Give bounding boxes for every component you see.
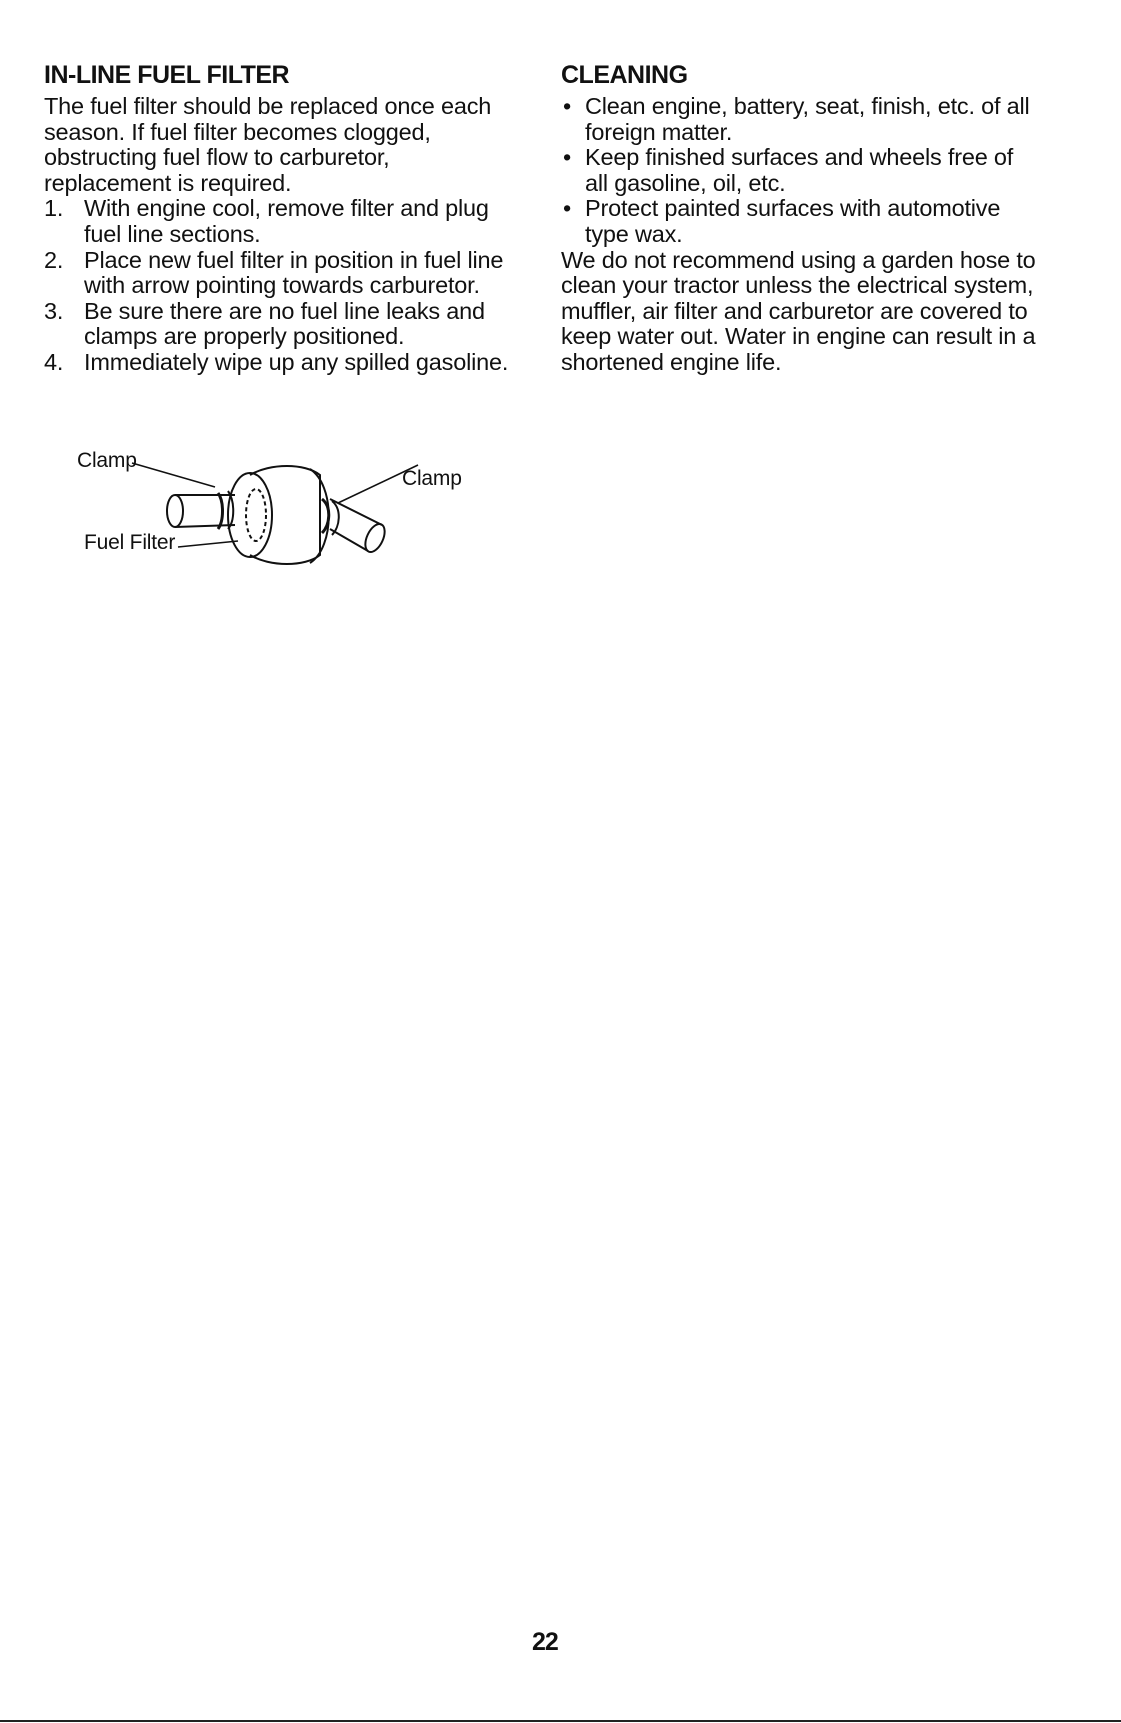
fuel-filter-intro: The fuel filter should be replaced once each season. If fuel filter becomes clogged, obstructing fuel flow to carburetor, replacement is required. [44, 93, 492, 196]
section-heading-fuel-filter: IN-LINE FUEL FILTER [44, 61, 290, 89]
step-number: 3. [44, 297, 64, 324]
in-line-fuel-filter-section [44, 58, 520, 376]
list-item [561, 145, 1041, 196]
fuel-filter-label: Fuel Filter [84, 531, 176, 554]
page-number: 22 [532, 1628, 558, 1656]
fuel-filter-steps [44, 196, 520, 375]
bullet-icon: • [563, 144, 572, 171]
step-item [44, 248, 520, 299]
list-item [561, 196, 1041, 247]
bullet-icon: • [563, 93, 572, 119]
step-number: 1. [44, 195, 64, 222]
clamp-label-right: Clamp [402, 467, 462, 490]
cleaning-section [561, 58, 1041, 376]
section-heading-cleaning: CLEANING [561, 61, 688, 89]
list-item [561, 94, 1041, 145]
step-item [44, 196, 520, 247]
step-text: Immediately wipe up any spilled gasoline. [84, 348, 509, 375]
step-text: With engine cool, remove filter and plug fuel line sections. [84, 195, 489, 247]
step-text: Place new fuel filter in position in fuel line with arrow pointing towards carburetor. [84, 246, 504, 299]
bullet-icon: • [563, 195, 572, 222]
step-item [44, 350, 520, 376]
fuel-filter-diagram [60, 449, 500, 575]
step-text: Be sure there are no fuel line leaks and clamps are properly positioned. [84, 297, 485, 350]
step-number: 2. [44, 246, 64, 273]
page-bottom-rule [0, 1720, 1121, 1722]
bullet-text: Keep finished surfaces and wheels free of all gasoline, oil, etc. [585, 144, 1014, 196]
cleaning-paragraph: We do not recommend using a garden hose to clean your tractor unless the electrical system, muffler, air filter and carburetor are covered to keep water out. Water in engine can result in a shortened engine life. [561, 246, 1036, 375]
bullet-text: Protect painted surfaces with automotive type wax. [585, 195, 1001, 247]
clamp-label-left: Clamp [77, 449, 137, 472]
cleaning-bullets [561, 94, 1041, 248]
bullet-text: Clean engine, battery, seat, finish, etc. of all foreign matter. [585, 93, 1030, 145]
step-number: 4. [44, 348, 64, 375]
step-item [44, 299, 520, 350]
